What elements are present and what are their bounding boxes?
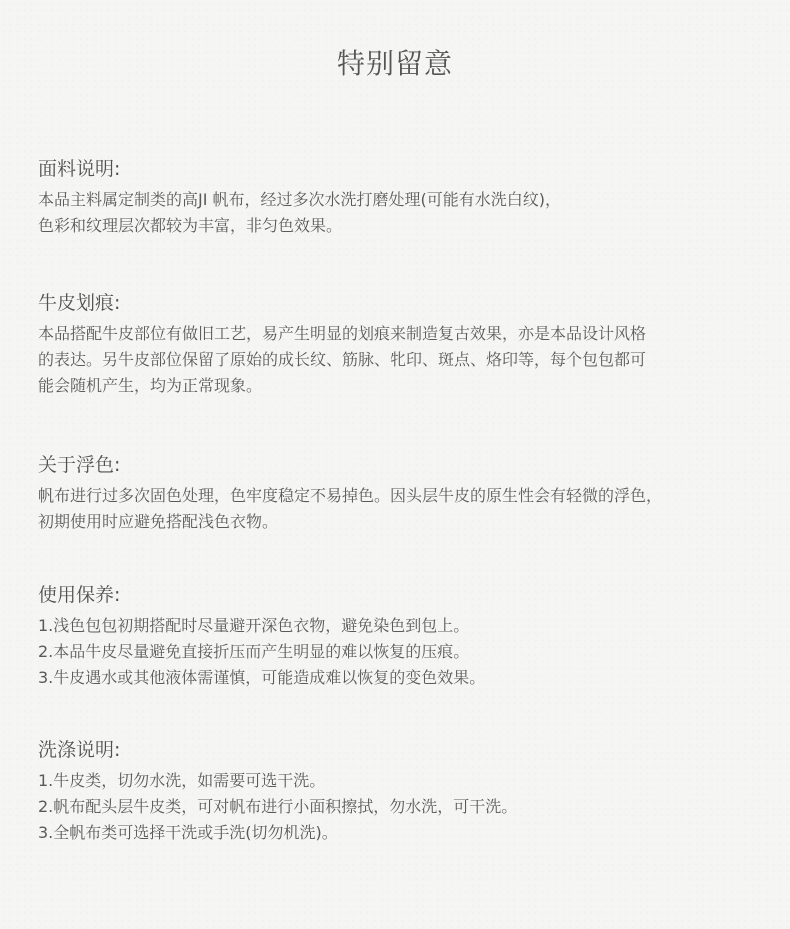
section-usage-care — [38, 582, 778, 691]
section-body — [38, 613, 778, 691]
section-heading: 面料说明: — [38, 158, 121, 180]
section-heading: 洗涤说明: — [38, 739, 121, 761]
body-line: 本品搭配牛皮部位有做旧工艺，易产生明显的划痕来制造复古效果，亦是本品设计风格 — [38, 324, 647, 343]
section-body — [38, 768, 778, 846]
section-heading: 使用保养: — [38, 584, 121, 606]
page-title: 特别留意 — [336, 47, 453, 80]
section-body — [38, 187, 778, 239]
body-line: 2.帆布配头层牛皮类，可对帆布进行小面积擦拭，勿水洗，可干洗。 — [38, 797, 518, 816]
section-heading: 牛皮划痕: — [38, 292, 121, 314]
body-line: 3.牛皮遇水或其他液体需谨慎，可能造成难以恢复的变色效果。 — [38, 668, 486, 687]
body-line: 能会随机产生，均为正常现象。 — [38, 376, 263, 395]
body-line: 3.全帆布类可选择干洗或手洗(切勿机洗)。 — [38, 823, 338, 842]
section-body — [38, 483, 778, 535]
body-line: 1.浅色包包初期搭配时尽量避开深色衣物，避免染色到包上。 — [38, 616, 470, 635]
body-line: 1.牛皮类，切勿水洗，如需要可选干洗。 — [38, 771, 326, 790]
body-line: 初期使用时应避免搭配浅色衣物。 — [38, 512, 279, 531]
section-washing-instructions — [38, 737, 778, 846]
section-leather-scratches — [38, 290, 778, 399]
body-line: 2.本品牛皮尽量避免直接折压而产生明显的难以恢复的压痕。 — [38, 642, 470, 661]
section-color-transfer — [38, 452, 778, 535]
body-line: 本品主料属定制类的高JI 帆布，经过多次水洗打磨处理(可能有水洗白纹)， — [38, 190, 562, 209]
section-fabric-description — [38, 156, 778, 239]
body-line: 色彩和纹理层次都较为丰富，非匀色效果。 — [38, 216, 343, 235]
body-line: 帆布进行过多次固色处理，色牢度稳定不易掉色。因头层牛皮的原生性会有轻微的浮色， — [38, 486, 663, 505]
body-line: 的表达。另牛皮部位保留了原始的成长纹、筋脉、牝印、斑点、烙印等，每个包包都可 — [38, 350, 647, 369]
section-body — [38, 321, 778, 399]
section-heading: 关于浮色: — [38, 454, 121, 476]
